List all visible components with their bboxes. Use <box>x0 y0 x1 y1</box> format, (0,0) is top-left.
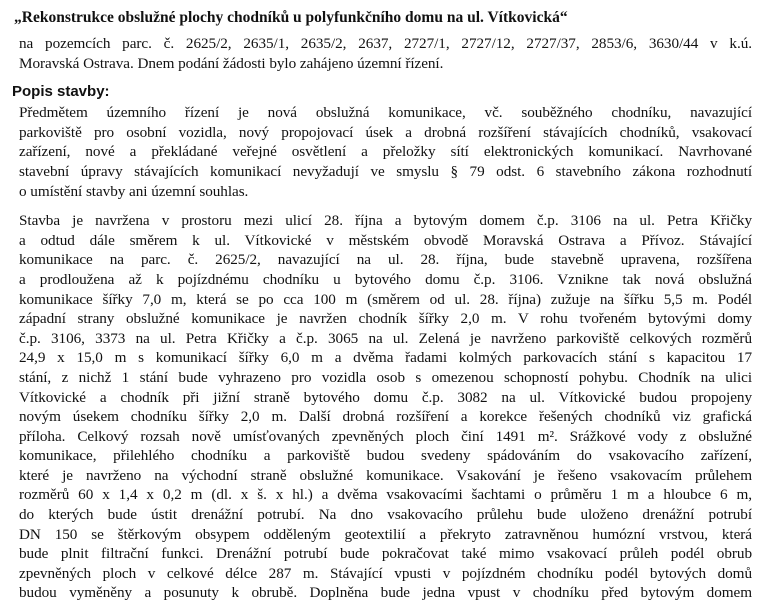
text-line: příloha. Celkový rozsah nově umísťovaných zpevněných ploch činí 1491 m². Srážkové vody z obslužné <box>19 427 752 445</box>
text-line: 24,9 x 15,0 m s komunikací šířky 6,0 m a dvěma řadami kolmých parkovacích stání s kapacitou 17 <box>19 349 752 367</box>
text-line: bude plnit filtrační funkci. Drenážní potrubí bude pokračovat také mimo vsakovací průleh podél obrub <box>19 545 752 563</box>
text-line: a prodloužena až k pojízdnému chodníku u bytového domu č.p. 3106. Vznikne tak nová obslužná <box>19 270 752 288</box>
text-line: západní strany obslužné komunikace je navržen chodník šířky 2,0 m. V rohu tvořeném bytovými domy <box>19 310 752 328</box>
parcels-line: na pozemcích parc. č. 2625/2, 2635/1, 2635/2, 2637, 2727/1, 2727/12, 2727/37, 2853/6, 3630/44 v k.ú. <box>19 35 752 52</box>
text-line: budou vyměněny a posunuty k obrubě. Doplněna bude jedna vpust v chodníku před bytovým domem <box>19 584 752 602</box>
parcels-line: Moravská Ostrava. Dnem podání žádosti bylo zahájeno územní řízení. <box>19 54 444 72</box>
description-paragraph-1 <box>10 103 760 201</box>
parcels-paragraph <box>10 34 760 73</box>
text-line: Stavba je navržena v prostoru mezi ulicí 28. října a bytovým domem č.p. 3106 na ul. Petra Křičky <box>19 212 752 230</box>
text-line: stavební úpravy stávajících komunikací nevyžadují ve smyslu § 79 odst. 6 stavebního zákona rozhodnutí <box>19 162 752 180</box>
text-line: č.p. 3106, 3373 na ul. Petra Křičky a č.p. 3065 na ul. Zelená je navrženo parkoviště celkových rozměrů <box>19 329 752 347</box>
text-line: stání, z nichž 1 stání bude vyhrazeno pro vozidla osob s omezenou schopností pohybu. Chodník na ulici <box>19 368 752 386</box>
text-line: do kterých bude ústit drenážní potrubí. Na dno vsakovacího průlehu bude uloženo drenážní potrubí <box>19 506 752 524</box>
text-line: rozměrů 60 x 1,4 x 0,2 m (dl. x š. x hl.) a dvěma vsakovacími šachtami o průměru 1 m a hloubce 6 m, <box>19 486 752 504</box>
document-title: „Rekonstrukce obslužné plochy chodníků u polyfunkčního domu na ul. Vítkovická“ <box>14 9 568 26</box>
section-heading: Popis stavby: <box>12 83 110 101</box>
text-line: Předmětem územního řízení je nová obslužná komunikace, vč. souběžného chodníku, navazující <box>19 104 752 122</box>
text-line: novým úsekem chodníku šířky 2,0 m. Další drobná rozšíření a korekce řešených chodníků viz grafická <box>19 408 752 426</box>
text-line: a odtud dále směrem k ul. Vítkovické v městském obvodě Moravská Ostrava a Přívoz. Stávající <box>19 231 752 249</box>
text-line: o umístění stavby ani územní souhlas. <box>19 182 249 200</box>
text-line: DN 150 se štěrkovým obsypem odděleným geotextilií a překryto zatravněnou humózní vrstvou, která <box>19 525 752 543</box>
text-line: komunikace na parc. č. 2625/2, navazující na ul. 28. října, bude stavebně upravena, rozšířena <box>19 251 752 269</box>
description-paragraph-2 <box>10 211 760 603</box>
text-line: komunikace, přilehlého chodníku a parkoviště budou svedeny spádováním do vsakovacího zařízení, <box>19 447 752 465</box>
text-line: parkoviště pro osobní vozidla, nový propojovací úsek a drobná rozšíření stávajících chodníků, vsakovací <box>19 123 752 141</box>
text-line: zpevněných ploch v celkové délce 287 m. Stávající vpusti v pojízdném chodníku podél bytových domů <box>19 564 752 582</box>
text-line: které je navrženo na východní straně obslužné komunikace. Vsakování je řešeno vsakovacím průlehem <box>19 466 752 484</box>
text-line: komunikace šířky 7,0 m, která se po cca 100 m (směrem od ul. 28. října) zužuje na šířku 5,5 m. Podél <box>19 290 752 308</box>
text-line: zařízení, nové a překládané veřejné osvětlení a přeložky sítí elektronických komunikací. Navrhované <box>19 143 752 161</box>
text-line: Vítkovické a chodník při jižní straně bytového domu č.p. 3082 na ul. Vítkovické budou propojeny <box>19 388 752 406</box>
